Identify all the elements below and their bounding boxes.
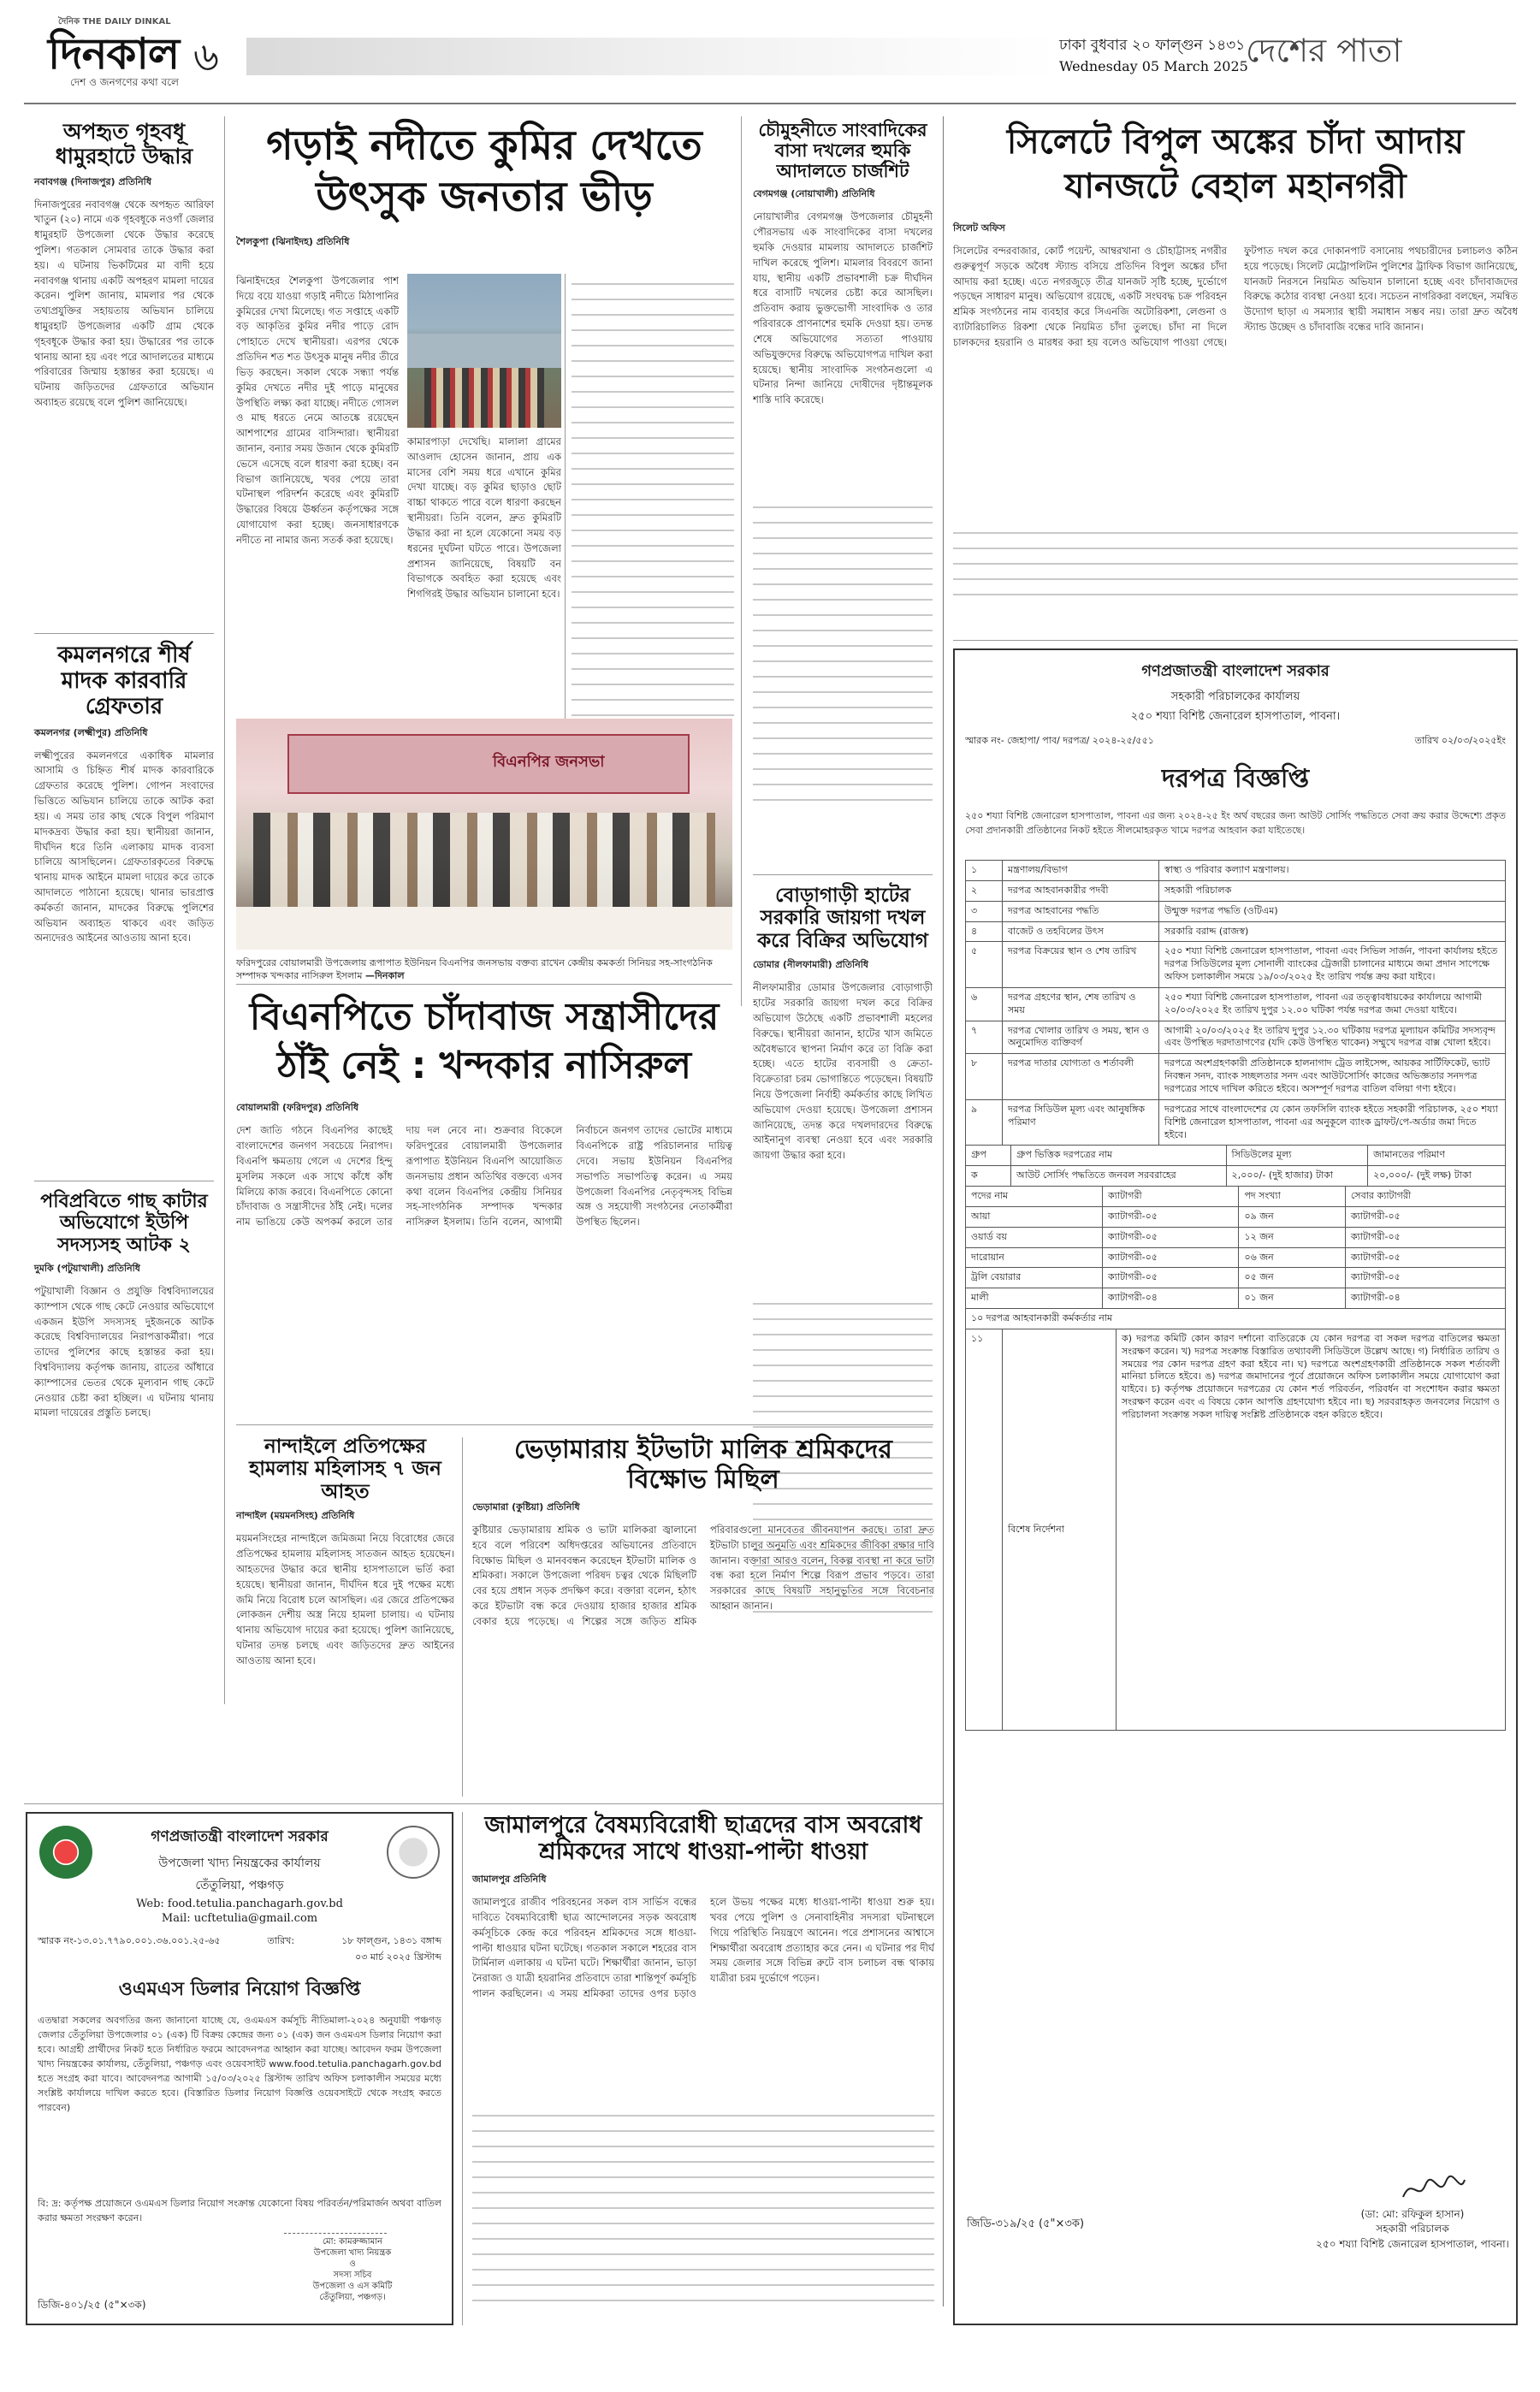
byline-sylhet: সিলেট অফিস [953, 222, 1005, 234]
group-row [966, 1166, 1506, 1187]
oms-date-label: তারিখ: [267, 1935, 295, 1946]
tender-row-value: সহকারী পরিচালক [1159, 880, 1506, 901]
group-cell: ক [966, 1166, 1011, 1187]
headline-nasirul: বিএনপিতে চাঁদাবাজ সন্ত্রাসীদের ঠাঁই নেই : খন্দকার নাসিরুল [249, 995, 720, 1088]
tender-signer-org: ২৫০ শয্যা বিশিষ্ট জেনারেল হাসপাতাল, পাবনা। [1316, 2237, 1509, 2250]
lead-byline: শৈলকুপা (ঝিনাইদহ) প্রতিনিধি [236, 236, 350, 247]
col-divider-lead [741, 116, 742, 1006]
headline-chowmuhani: চৌমুহনীতে সাংবাদিকের বাসা দখলের হুমকি আদালতে চার্জশিট [758, 120, 927, 182]
tender-row [966, 901, 1506, 921]
tender-row-label: দরপত্র দাতার যোগ্যতা ও শর্তাবলী [1003, 1054, 1159, 1100]
post-cell: ০৯ জন [1239, 1206, 1345, 1227]
photo-river-surface [407, 334, 561, 368]
tender-row-label: দরপত্র বিক্রয়ের স্থান ও শেষ তারিখ [1003, 942, 1159, 988]
oms-signer: মো: কামরুজ্জামান উপজেলা খাদ্য নিয়ন্ত্রক ও সদস্য সচিব উপজেলা ও এস কমিটি তেঁতুলিয়া, পঞ্চগড়। [312, 2237, 393, 2302]
tender-row [966, 921, 1506, 942]
masthead-tagline: দেশ ও জনগণের কথা বলে [70, 76, 179, 88]
headline-drug-dealer: কমলনগরে শীর্ষ মাদক কারবারি গ্রেফতার [57, 642, 191, 719]
oms-web: Web: food.tetulia.panchagarh.gov.bd [136, 1898, 343, 1910]
tender-row-label: দরপত্র গ্রহণের স্থান, শেষ তারিখ ও সময় [1003, 987, 1159, 1021]
tender-row-value: ২৫০ শয্যা বিশিষ্ট জেনারেল হাসপাতাল, পাবনা এবং সিভিল সার্জন, পাবনা কার্যালয় হইতে দরপত্র সিডিউলের মূল্য সোনালী ব্যাংকের ট্রেজারী চালানের মাধ্যমে জমা প্রদান সাপেক্ষে অফিস চলাকালীন সময়ে ১৯/০৩/২০২৫ ইং তারিখ পর্যন্ত ক্রয় করা যাইবে। [1159, 942, 1506, 988]
tender-row [966, 987, 1506, 1021]
tender-hospital: ২৫০ শয্যা বিশিষ্ট জেনারেল হাসপাতাল, পাবনা। [1130, 710, 1341, 723]
nandail-divider [462, 1437, 463, 1797]
tender-row-number: ৩ [966, 901, 1003, 921]
headline-tree-cutting: পবিপ্রবিতে গাছ কাটার অভিযোগে ইউপি সদস্যসহ আটক ২ [40, 1191, 208, 1256]
body-nasirul: দেশ জাতি গঠনে বিএনপির কাছেই বাংলাদেশের জনগণ সবচেয়ে নিরাপদ। বিএনপি ক্ষমতায় গেলে এ দেশের হিন্দু মুসলিম সকলে এক সাথে কাঁধে কাঁধ মিলিয়ে কাজ করবে। বিএনপিতে কোনো চাঁদাবাজ ও সন্ত্রাসীদের ঠাঁই নেই। দলের নাম ভাঙিয়ে কেউ অপকর্ম করলে তার দায় দল নেবে না। শুক্রবার বিকেলে ফরিদপুরের বোয়ালমারী উপজেলার রূপাপাত ইউনিয়ন বিএনপি আয়োজিত জনসভায় প্রধান অতিথির বক্তব্যে এসব কথা বলেন বিএনপির কেন্দ্রীয় সিনিয়র সহ-সাংগঠনিক সম্পাদক খন্দকার নাসিরুল ইসলাম। তিনি বলেন, আগামী নির্বাচনে জনগণ তাদের ভোটের মাধ্যমে বিএনপিকে রাষ্ট্র পরিচালনার দায়িত্ব দেবে। সভায় ইউনিয়ন বিএনপির সভাপতি সভাপতিত্ব করেন। এ সময় উপজেলা বিএনপির নেতৃবৃন্দসহ বিভিন্ন অঙ্গ ও সহযোগী সংগঠনের নেতাকর্মীরা উপস্থিত ছিলেন। [236, 1124, 732, 1229]
posts-header-cell: সেবার ক্যাটাগরী [1345, 1187, 1505, 1207]
lead-inner-divider [565, 274, 566, 719]
tender-row [966, 880, 1506, 901]
oms-date-en: ০৩ মার্চ ২০২৫ খ্রিস্টাব্দ [355, 1951, 441, 1963]
tender-row-number: ১ [966, 861, 1003, 881]
tender-table [965, 860, 1506, 1146]
tender-office: সহকারী পরিচালকের কার্যালয় [1170, 690, 1300, 703]
byline-nandail: নান্দাইল (ময়মনসিংহ) প্রতিনিধি [236, 1510, 355, 1522]
oms-jamalpur-divider [462, 1812, 463, 2325]
body-boragari: নীলফামারীর ডোমার উপজেলার বোড়াগাড়ী হাটের সরকারি জায়গা দখল করে বিক্রির অভিযোগ উঠেছে একটি প্রভাবশালী মহলের বিরুদ্ধে। স্থানীয়রা জানান, হাটের খাস জমিতে অবৈধভাবে স্থাপনা নির্মাণ করে তা বিক্রি করা হচ্ছে। এতে হাটের ব্যবসায়ী ও ক্রেতা-বিক্রেতারা চরম ভোগান্তিতে পড়েছেন। বিষয়টি নিয়ে উপজেলা নির্বাহী কর্মকর্তার কাছে লিখিত অভিযোগ দেওয়া হয়েছে। উপজেলা প্রশাসন জানিয়েছে, তদন্ত করে দখলদারদের বিরুদ্ধে আইনানুগ ব্যবস্থা নেওয়া হবে এবং সরকারি জায়গা উদ্ধার করা হবে। [753, 981, 933, 1162]
oms-note: বি: দ্র: কর্তৃপক্ষ প্রয়োজনে ওএমএস ডিলার নিয়োগ সংক্রান্ত যেকোনো বিষয় পরিবর্তন/পরিমার্জন অথবা বাতিল করার ক্ষমতা সংরক্ষণ করেন। [38, 2198, 441, 2224]
body-jamalpur-continued [472, 2105, 934, 2302]
byline-bheramara: ভেড়ামারা (কুষ্টিয়া) প্রতিনিধি [472, 1501, 580, 1513]
divider-bottom-left [24, 1803, 943, 1804]
story-nandail [236, 1436, 454, 1795]
post-cell: ওয়ার্ড বয় [966, 1227, 1103, 1247]
post-cell: ক্যাটাগরী-০৫ [1345, 1268, 1505, 1288]
tender-signature [1400, 2173, 1468, 2204]
post-cell: ক্যাটাগরী-০৫ [1103, 1227, 1239, 1247]
byline-abducted-woman: নবাবগঞ্জ (দিনাজপুর) প্রতিনিধি [34, 175, 151, 187]
group-header-cell: গ্রুপ [966, 1146, 1011, 1166]
special-no: ১১ [966, 1329, 1003, 1730]
banner [287, 734, 690, 794]
lead-body-col3 [572, 274, 734, 719]
stage-people [253, 813, 715, 907]
tender-row-label: দরপত্র আহবানকারীর পদবী [1003, 880, 1159, 901]
tender-row [966, 1054, 1506, 1100]
tender-row [966, 942, 1506, 988]
story-abducted-woman [34, 120, 214, 625]
body-jamalpur: জামালপুরে রাজীব পরিবহনের সকল বাস সার্ভিস বন্ধের দাবিতে বৈষম্যবিরোধী ছাত্র আন্দোলনের সড়ক অবরোধ কর্মসূচিকে কেন্দ্র করে পরিবহন শ্রমিকদের সঙ্গে ধাওয়া-পাল্টা ধাওয়ার ঘটনা ঘটেছে। গতকাল সকালে শহরের বাস টার্মিনাল এলাকায় এ ঘটনা ঘটে। শিক্ষার্থীরা জানান, ভাড়া নৈরাজ্য ও যাত্রী হয়রানির প্রতিবাদে তারা শান্তিপূর্ণ কর্মসূচি পালন করছিলেন। এ সময় শ্রমিকরা তাদের ওপর চড়াও হলে উভয় পক্ষের মধ্যে ধাওয়া-পাল্টা ধাওয়া শুরু হয়। খবর পেয়ে পুলিশ ও সেনাবাহিনীর সদস্যরা ঘটনাস্থলে গিয়ে পরিস্থিতি নিয়ন্ত্রণে আনেন। পরে প্রশাসনের আশ্বাসে শিক্ষার্থীরা অবরোধ প্রত্যাহার করে নেন। এ ঘটনার পর দীর্ঘ সময় জেলার সঙ্গে বিভিন্ন রুটে বাস চলাচল বন্ধ থাকায় যাত্রীরা চরম দুর্ভোগে পড়েন। [472, 1896, 934, 1999]
date-english: Wednesday 05 March 2025 [1059, 58, 1248, 74]
banner-text: বিএনপির জনসভা [493, 753, 605, 771]
signature-scribble [1400, 2173, 1468, 2204]
lead-continued-text [572, 274, 734, 719]
tender-title: দরপত্র বিজ্ঞপ্তি [1161, 764, 1310, 794]
masthead [24, 10, 1516, 99]
divider-nasirul-top [236, 984, 732, 985]
post-cell: ক্যাটাগরী-০৫ [1103, 1247, 1239, 1268]
row10-cell: ১০ দরপত্র আহবানকারী কর্মকর্তার নাম [966, 1309, 1506, 1329]
tender-row-number: ৭ [966, 1021, 1003, 1054]
oms-mail: Mail: ucftetulia@gmail.com [161, 1912, 318, 1925]
tender-row-label: মন্ত্রণালয়/বিভাগ [1003, 861, 1159, 881]
oms-dates [341, 1933, 441, 1966]
oms-advertisement [26, 1812, 453, 2325]
byline-jamalpur: জামালপুর প্রতিনিধি [472, 1874, 547, 1886]
caption-text: ফরিদপুরের বোয়ালমারী উপজেলায় রূপাপাত ইউনিয়ন বিএনপির জনসভায় বক্তব্য রাখেন কেন্দ্রীয় কমকর্তা সিনিয়র সহ-সাংগঠনিক সম্পাদক খন্দকার নাসিরুল ইসলাম [236, 957, 713, 982]
oms-date-bn: ১৮ ফাল্গুন, ১৪৩১ বঙ্গাব্দ [341, 1935, 441, 1946]
oms-office: উপজেলা খাদ্য নিয়ন্ত্রকের কার্যালয় [158, 1856, 321, 1870]
post-cell: ক্যাটাগরী-০৪ [1345, 1288, 1505, 1309]
group-cell: আউট সোর্সিং পদ্ধতিতে জনবল সরবরাহের [1011, 1166, 1227, 1187]
body-drug-dealer: লক্ষ্মীপুরের কমলনগরে একাধিক মামলার আসামি ও চিহ্নিত শীর্ষ মাদক কারবারিকে গ্রেফতার করেছে পুলিশ। গোপন সংবাদের ভিত্তিতে অভিযান চালিয়ে তাকে আটক করা হয়। এ সময় তার কাছ থেকে বিপুল পরিমাণ মাদকদ্রব্য উদ্ধার করা হয়। স্থানীয়রা জানান, দীর্ঘদিন ধরে তিনি এলাকায় মাদক ব্যবসা চালিয়ে আসছিলেন। গ্রেফতারকৃতের বিরুদ্ধে থানায় মাদক আইনে মামলা দায়ের করে তাকে আদালতে পাঠানো হয়েছে। থানার ভারপ্রাপ্ত কর্মকর্তা জানান, মাদকের বিরুদ্ধে পুলিশের অভিযান অব্যাহত থাকবে এবং জড়িত অন্যদেরও আইনের আওতায় আনা হবে। [34, 749, 214, 944]
tender-row-number: ৯ [966, 1099, 1003, 1146]
post-row [966, 1288, 1506, 1309]
tender-row-label: দরপত্র আহবানের পদ্ধতি [1003, 901, 1159, 921]
lead-body-right: কামারপাড়া দেখেছি। মালালা গ্রামের আওলাদ হোসেন জানান, প্রায় এক মাসের বেশি সময় ধরে এখানে কুমির দেখা যাচ্ছে। বড় কুমির ছাড়াও ছোট বাচ্চা থাকতে পারে বলে ধারণা করছেন স্থানীয়রা। তিনি বলেন, দ্রুত কুমিরটি উদ্ধার করা না হলে যেকোনো সময় বড় ধরনের দুর্ঘটনা ঘটতে পারে। উপজেলা প্রশাসন জানিয়েছে, বিষয়টি বন বিভাগকে অবহিত করা হয়েছে এবং শিগগিরই উদ্ধার অভিযান চালানো হবে। [407, 435, 561, 601]
oms-place: তেঁতুলিয়া, পঞ্চগড় [195, 1879, 284, 1892]
tender-row-label: দরপত্র সিডিউল মূল্য এবং আনুষঙ্গিক পরিমাণ [1003, 1099, 1159, 1146]
row10 [966, 1309, 1506, 1329]
group-header-cell: গ্রুপ ভিত্তিক দরপত্রের নাম [1011, 1146, 1227, 1166]
tender-row10-table [965, 1308, 1506, 1329]
tender-row [966, 1021, 1506, 1054]
posts-header-row [966, 1187, 1506, 1207]
byline-tree-cutting: দুমকি (পটুয়াখালী) প্রতিনিধি [34, 1262, 140, 1274]
post-cell: দারোয়ান [966, 1247, 1103, 1268]
post-cell: ক্যাটাগরী-০৫ [1345, 1247, 1505, 1268]
byline-drug-dealer: কমলনগর (লক্ষ্মীপুর) প্রতিনিধি [34, 726, 148, 738]
headline-abducted-woman: অপহৃত গৃহবধূ ধামুরহাটে উদ্ধার [55, 119, 193, 169]
special-row [966, 1329, 1506, 1730]
body-abducted-woman: দিনাজপুরের নবাবগঞ্জ থেকে অপহৃত আরিফা খাতুন (২০) নামে এক গৃহবধূকে নওগাঁ জেলার ধামুরহাট উপজেলা থেকে উদ্ধার করেছে পুলিশ। গতকাল সোমবার তাকে উদ্ধার করা হয়। এ ঘটনায় ভিকটিমের মা বাদী হয়ে নবাবগঞ্জ থানায় একটি অপহরণ মামলা দায়ের করেন। পুলিশ জানায়, মামলার পর থেকে তথ্যপ্রযুক্তির সহায়তায় অভিযান চালিয়ে ধামুরহাট উপজেলার একটি গ্রাম থেকে গৃহবধূকে উদ্ধার করা হয়। উদ্ধারের পর তাকে থানায় আনা হয় এবং পরে আদালতের মাধ্যমে পরিবারের জিম্মায় হস্তান্তর করা হয়েছে। এ ঘটনায় জড়িতদের গ্রেফতারে অভিযান অব্যাহত রয়েছে বলে পুলিশ জানিয়েছে। [34, 198, 214, 409]
tender-row-value: সরকারি বরাদ্দ (রাজস্ব) [1159, 921, 1506, 942]
post-row [966, 1227, 1506, 1247]
tender-row [966, 861, 1506, 881]
body-sylhet-continued [953, 523, 1518, 608]
tender-memo-row [965, 733, 1506, 749]
table-front [236, 907, 732, 950]
post-cell: ক্যাটাগরী-০৫ [1345, 1206, 1505, 1227]
story-drug-dealer [34, 643, 214, 1174]
tender-row-number: ৮ [966, 1054, 1003, 1100]
tender-gov: গণপ্রজাতন্ত্রী বাংলাদেশ সরকার [1141, 662, 1330, 680]
story-tree-cutting [34, 1191, 214, 1704]
tender-group-table [965, 1145, 1506, 1187]
tender-row-number: ৪ [966, 921, 1003, 942]
oms-body: এতদ্বারা সকলের অবগতির জন্য জানানো যাচ্ছে যে, ওএমএস কর্মসূচি নীতিমালা-২০২৪ অনুযায়ী পঞ্চগড় জেলার তেঁতুলিয়া উপজেলার ০১ (এক) টি বিক্রয় কেন্দ্রের জন্য ০১ (এক) জন ওএমএস ডিলার নিয়োগ করা হবে। আগ্রহী প্রার্থীদের নিকট হতে নির্ধারিত ফরমে আবেদনপত্র আহ্বান করা যাচ্ছে। আবেদন ফরম উপজেলা খাদ্য নিয়ন্ত্রকের কার্যালয়, তেঁতুলিয়া, পঞ্চগড় এবং ওয়েবসাইট www.food.tetulia.panchagarh.gov.bd হতে সংগ্রহ করা যাবে। আবেদনপত্র আগামী ১৫/০৩/২০২৫ খ্রিস্টাব্দ তারিখ অফিস চলাকালীন সময়ের মধ্যে সংশ্লিষ্ট কার্যালয়ে দাখিল করতে হবে। (বিস্তারিত ডিলার নিয়োগ বিজ্ঞপ্তি ওয়েবসাইটে থেকে সংগ্রহ করতে পারবেন) [38, 2015, 441, 2114]
header-divider [24, 103, 1516, 104]
header-gradient-bar [246, 38, 1059, 75]
story-bheramara [472, 1436, 934, 1795]
tender-posts-table [965, 1186, 1506, 1309]
masthead-logo: দিনকাল [48, 28, 180, 79]
divider-col1-a [34, 633, 214, 634]
post-cell: ক্যাটাগরী-০৪ [1103, 1288, 1239, 1309]
post-row [966, 1268, 1506, 1288]
col1-divider [224, 116, 225, 1704]
tender-row-number: ২ [966, 880, 1003, 901]
bnp-photo-caption [236, 956, 732, 983]
post-cell: ০৫ জন [1239, 1268, 1345, 1288]
tender-signer [1314, 2207, 1511, 2252]
body-bheramara: কুষ্টিয়ার ভেড়ামারায় শ্রমিক ও ভাটা মালিকরা জ্বালানো হবে বলে পরিবেশ অধিদপ্তরের অভিযানের প্রতিবাদে বিক্ষোভ মিছিল ও মানববন্ধন করেছেন ইটভাটা মালিক ও শ্রমিকরা। সকালে উপজেলা পরিষদ চত্বর থেকে মিছিলটি বের হয়ে প্রধান সড়ক প্রদক্ষিণ করে। বক্তারা বলেন, হঠাৎ করে ইটভাটা বন্ধ করে দেওয়ায় হাজার হাজার শ্রমিক বেকার হয়ে পড়েছে। এ শিল্পের সঙ্গে জড়িত শ্রমিক পরিবারগুলো মানবেতর জীবনযাপন করছে। তারা দ্রুত ইটভাটা চালুর অনুমতি এবং শ্রমিকদের জীবিকা রক্ষার দাবি জানান। বক্তারা আরও বলেন, বিকল্প ব্যবস্থা না করে ভাটা বন্ধ করা হলে নির্মাণ শিল্পে বিরূপ প্রভাব পড়বে। তারা সরকারের কাছে বিষয়টি সহানুভূতির সঙ্গে বিবেচনার আহ্বান জানান। [472, 1524, 934, 1627]
special-body: ক) দরপত্র কমিটি কোন কারণ দর্শানো ব্যতিরেকে যে কোন দরপত্র বা সকল দরপত্র বাতিলের ক্ষমতা সংরক্ষণ করেন। খ) দরপত্র সংক্রান্ত বিস্তারিত তথ্যাবলী সিডিউলে উল্লেখ আছে। গ) নির্ধারিত তারিখ ও সময়ের পর কোন দরপত্র গ্রহণ করা হইবে না। ঘ) দরপত্রে অংশগ্রহণকারী প্রতিষ্ঠানকে সকল শর্তাবলী মানিয়া চলিতে হইবে। ঙ) দরপত্র জমাদানের পূর্বে প্রয়োজনে অফিস চলাকালীন সময়ে যোগাযোগ করা যাইবে। চ) কর্তৃপক্ষ প্রয়োজনে দরপত্রের যে কোন শর্ত পরিবর্তন, পরিবর্ধন বা সংশোধন করার ক্ষমতা সংরক্ষণ করেন এবং এ বিষয়ে কোন আপত্তি গ্রহণযোগ্য হইবে না। ছ) সরবরাহকৃত জনবলের নিয়োগ ও পরিচালনা সংক্রান্ত সকল দায়িত্ব সংশ্লিষ্ট প্রতিষ্ঠানকে বহন করিতে হইবে। [1116, 1329, 1506, 1730]
story-nasirul [236, 992, 933, 1420]
tender-date: তারিখ ০২/০৩/২০২৫ইং [1414, 735, 1506, 746]
headline-nandail: নান্দাইলে প্রতিপক্ষের হামলায় মহিলাসহ ৭ জন আহত [249, 1436, 441, 1503]
post-cell: মালী [966, 1288, 1103, 1309]
oms-signature [284, 2216, 387, 2234]
tender-special-table [965, 1329, 1506, 1731]
masthead-small-logo: দৈনিক THE DAILY DINKAL [58, 17, 171, 27]
date-bangla: ঢাকা বুধবার ২০ ফাল্গুন ১৪৩১ [1059, 37, 1246, 54]
oms-gov: গণপ্রজাতন্ত্রী বাংলাদেশ সরকার [151, 1828, 329, 1845]
headline-jamalpur: জামালপুরে বৈষম্যবিরোধী ছাত্রদের বাস অবরোধ শ্রমিকদের সাথে ধাওয়া-পাল্টা ধাওয়া [484, 1812, 922, 1866]
group-header-cell: সিডিউলের মূল্য [1226, 1146, 1368, 1166]
post-cell: ক্যাটাগরী-০৫ [1103, 1206, 1239, 1227]
body-tree-cutting: পটুয়াখালী বিজ্ঞান ও প্রযুক্তি বিশ্ববিদ্যালয়ের ক্যাম্পাস থেকে গাছ কেটে নেওয়ার অভিযোগে একজন ইউপি সদস্যসহ দুইজনকে আটক করেছে বিশ্ববিদ্যালয়ের নিরাপত্তাকর্মীরা। পরে তাদের পুলিশের কাছে হস্তান্তর করা হয়। বিশ্ববিদ্যালয় কর্তৃপক্ষ জানায়, রাতের আঁধারে ক্যাম্পাসের ভেতর থেকে মূল্যবান গাছ কেটে নেওয়ার চেষ্টা করা হচ্ছিল। এ ঘটনায় থানায় মামলা দায়েরের প্রস্তুতি চলছে। [34, 1284, 214, 1419]
story-sylhet [953, 120, 1518, 633]
tender-advertisement [953, 648, 1518, 2325]
post-row [966, 1247, 1506, 1268]
oms-title: ওএমএস ডিলার নিয়োগ বিজ্ঞপ্তি [118, 1979, 361, 2000]
tender-row-number: ৬ [966, 987, 1003, 1021]
body-nandail: ময়মনসিংহের নান্দাইলে জমিজমা নিয়ে বিরোধের জেরে প্রতিপক্ষের হামলায় মহিলাসহ সাতজন আহত হয়েছেন। আহতদের উদ্ধার করে স্থানীয় হাসপাতালে ভর্তি করা হয়েছে। স্থানীয়রা জানান, দীর্ঘদিন ধরে দুই পক্ষের মধ্যে জমি নিয়ে বিরোধ চলে আসছিল। এর জেরে প্রতিপক্ষের লোকজন দেশীয় অস্ত্র নিয়ে হামলা চালায়। এ ঘটনায় থানায় অভিযোগ দায়ের করা হয়েছে। পুলিশ জানিয়েছে, ঘটনার তদন্ত চলছে এবং জড়িতদের দ্রুত আইনের আওতায় আনা হবে। [236, 1532, 454, 1667]
byline-chowmuhani: বেগমগঞ্জ (নোয়াখালী) প্রতিনিধি [753, 188, 875, 200]
headline-bheramara: ভেড়ামারায় ইটভাটা মালিক শ্রমিকদের বিক্ষোভ মিছিল [514, 1435, 892, 1495]
tender-row-value: ২৫০ শয্যা বিশিষ্ট জেনারেল হাসপাতাল, পাবনা এর তত্ত্বাবধায়কের কার্যালয়ে আগামী ২০/০৩/২০২৫ ইং তারিখ দুপুর ১২.০০ ঘটিকা পর্যন্ত দরপত্র জমা দেওয়া যাইবে। [1159, 987, 1506, 1021]
mujib-emblem [387, 1826, 440, 1879]
byline-nasirul: বোয়ালমারী (ফরিদপুর) প্রতিনিধি [236, 1102, 359, 1114]
divider-sylhet [953, 640, 1518, 641]
oms-memo: স্মারক নং-১৩.০১.৭৭৯০.০০১.৩৬.০০১.২৫-৬৫ [38, 1935, 221, 1946]
headline-boragari: বোড়াগাড়ী হাটের সরকারি জায়গা দখল করে বিক্রির অভিযোগ [757, 885, 928, 952]
divider-boragari [753, 874, 933, 875]
tender-row-label: দরপত্র খোলার তারিখ ও সময়, স্থান ও অনুমোদিত ব্যক্তিবর্গ [1003, 1021, 1159, 1054]
lead-body: ঝিনাইদহের শৈলকুপা উপজেলার পাশ দিয়ে বয়ে যাওয়া গড়াই নদীতে মিঠাপানির কুমিরের দেখা মিলেছে। গত সপ্তাহে একটি বড় আকৃতির কুমির নদীর পাড়ে রোদ পোহাতে দেখে স্থানীয়রা। এরপর থেকে প্রতিদিন শত শত উৎসুক মানুষ নদীর তীরে ভিড় করছেন। সকাল থেকে সন্ধ্যা পর্যন্ত কুমির দেখতে নদীর দুই পাড়ে মানুষের উপস্থিতি লক্ষ্য করা যাচ্ছে। নদীতে গোসল ও মাছ ধরতে নেমে আতঙ্কে রয়েছেন আশপাশের গ্রামের বাসিন্দারা। স্থানীয়রা জানান, বন্যার সময় উজান থেকে কুমিরটি ভেসে এসেছে বলে ধারণা করা হচ্ছে। বন বিভাগ জানিয়েছে, খবর পেয়ে তারা ঘটনাস্থল পরিদর্শন করেছে এবং কুমিরটি উদ্ধারের বিষয়ে ঊর্ধ্বতন কর্তৃপক্ষের সঙ্গে যোগাযোগ করা হচ্ছে। জনসাধারণকে নদীতে না নামার জন্য সতর্ক করা হয়েছে। [236, 275, 399, 546]
group-header-cell: জামানতের পরিমাণ [1368, 1146, 1506, 1166]
tender-row-label: বাজেট ও তহবিলের উৎস [1003, 921, 1159, 942]
post-row [966, 1206, 1506, 1227]
post-cell: ক্যাটাগরী-০৫ [1345, 1227, 1505, 1247]
post-cell: ০৬ জন [1239, 1247, 1345, 1268]
special-label: বিশেষ নির্দেশনা [1003, 1329, 1116, 1730]
group-cell: ২০,০০০/- (দুই লক্ষ) টাকা [1368, 1166, 1506, 1187]
group-cell: ২,০০০/- (দুই হাজার) টাকা [1226, 1166, 1368, 1187]
tender-row-value: স্বাস্থ্য ও পরিবার কল্যাণ মন্ত্রণালয়। [1159, 861, 1506, 881]
tender-signer-name: (ডা: মো: রফিকুল হাসান) [1360, 2208, 1465, 2220]
tender-row-value: আগামী ২০/০৩/২০২৫ ইং তারিখ দুপুর ১২.৩০ ঘটিকায় দরপত্র মূল্যায়ন কমিটির সদস্যবৃন্দ এবং উপস্থিত দরদাতাগণের (যদি কেউ উপস্থিত থাকেন) সম্মুখে দরপত্র বাক্স খোলা হইবে। [1159, 1021, 1506, 1054]
post-cell: ক্যাটাগরী-০৫ [1103, 1268, 1239, 1288]
byline-boragari: ডোমার (নীলফামারী) প্রতিনিধি [753, 959, 869, 971]
posts-header-cell: পদের নাম [966, 1187, 1103, 1207]
tender-row-value: দরপত্রে অংশগ্রহণকারী প্রতিষ্ঠানকে হালনাগাদ ট্রেড লাইসেন্স, আয়কর সার্টিফিকেট, ভ্যাট নিবন্ধন সনদ, ব্যাংক সচ্ছলতার সনদ এবং আউটসোর্সিং কাজের অভিজ্ঞতার সনদপত্র দরপত্রের সাথে দাখিল করিতে হইবে। অসম্পূর্ণ দরপত্র বাতিল বলিয়া গণ্য হইবে। [1159, 1054, 1506, 1100]
body-sylhet: সিলেটের বন্দরবাজার, কোর্ট পয়েন্ট, আম্বরখানা ও চৌহাট্টাসহ নগরীর গুরুত্বপূর্ণ সড়কে অবৈধ স্ট্যান্ড বসিয়ে প্রতিদিন বিপুল অঙ্কের চাঁদা আদায় করা হচ্ছে। এতে নগরজুড়ে তীব্র যানজট সৃষ্টি হচ্ছে, দুর্ভোগে পড়ছেন সাধারণ মানুষ। অভিযোগ রয়েছে, একটি সংঘবদ্ধ চক্র পরিবহন শ্রমিক সংগঠনের নাম ব্যবহার করে সিএনজি অটোরিকশা, লেগুনা ও ব্যাটারিচালিত রিকশা থেকে নিয়মিত চাঁদা তুলছে। চাঁদা না দিলে চালকদের হয়রানি ও মারধর করা হয় বলেও অভিযোগ পাওয়া গেছে। ফুটপাত দখল করে দোকানপাট বসানোয় পথচারীদের চলাচলও কঠিন হয়ে পড়েছে। সিলেট মেট্রোপলিটন পুলিশের ট্রাফিক বিভাগ জানিয়েছে, যানজট নিরসনে নিয়মিত অভিযান চালানো হচ্ছে এবং চাঁদাবাজদের বিরুদ্ধে কঠোর ব্যবস্থা নেওয়া হবে। সচেতন নাগরিকরা বলছেন, সমন্বিত উদ্যোগ ছাড়া এ সমস্যার স্থায়ী সমাধান সম্ভব নয়। তারা দ্রুত অবৈধ স্ট্যান্ড উচ্ছেদ ও চাঁদাবাজি বন্ধের দাবি জানান। [953, 245, 1518, 348]
divider-nasirul-bottom [236, 1424, 933, 1425]
group-header-row [966, 1146, 1506, 1166]
tender-row-number: ৫ [966, 942, 1003, 988]
lead-headline: গড়াই নদীতে কুমির দেখতে উৎসুক জনতার ভীড় [266, 121, 702, 221]
post-cell: ১২ জন [1239, 1227, 1345, 1247]
headline-sylhet: সিলেটে বিপুল অঙ্কের চাঁদা আদায় যানজটে বেহাল মহানগরী [1006, 122, 1465, 206]
posts-header-cell: ক্যাটাগরী [1103, 1187, 1239, 1207]
story-jamalpur [472, 1812, 934, 2325]
oms-memo-row [38, 1933, 441, 1966]
tender-row-value: দরপত্রের সাথে বাংলাদেশের যে কোন তফসিলি ব্যাংক হইতে সহকারী পরিচালক, ২৫০ শয্যা বিশিষ্ট জেনারেল হাসপাতাল, পাবনা এর অনুকূলে ব্যাংক ড্রাফট/পে-অর্ডার জমা দিতে হইবে। [1159, 1099, 1506, 1146]
caption-credit: —দিনকাল [364, 970, 405, 982]
oms-dg: ডিজি-৪০১/২৫ (৫"×৩ক) [38, 2299, 146, 2311]
tender-row-value: উন্মুক্ত দরপত্র পদ্ধতি (ওটিএম) [1159, 901, 1506, 921]
tender-dg: জিডি-৩১৯/২৫ (৫"×৩ক) [967, 2217, 1085, 2230]
crocodile-photo [407, 274, 561, 428]
posts-header-cell: পদ সংখ্যা [1239, 1187, 1345, 1207]
tender-row [966, 1099, 1506, 1146]
post-cell: ট্রলি বেয়ারার [966, 1268, 1103, 1288]
story-chowmuhani [753, 120, 933, 864]
body-chowmuhani: নোয়াখালীর বেগমগঞ্জ উপজেলার চৌমুহনী পৌরসভায় এক সাংবাদিকের বাসা দখলের হুমকি দেওয়ার মামলায় আদালতে চার্জশিট দাখিল করেছে পুলিশ। মামলার বিবরণে জানা যায়, স্থানীয় একটি প্রভাবশালী চক্র দীর্ঘদিন ধরে বাসাটি দখলের চেষ্টা করে আসছিল। প্রতিবাদ করায় ভুক্তভোগী সাংবাদিক ও তার পরিবারকে প্রাণনাশের হুমকি দেওয়া হয়। তদন্ত শেষে অভিযোগের সত্যতা পাওয়ায় অভিযুক্তদের বিরুদ্ধে অভিযোগপত্র দাখিল করা হয়েছে। স্থানীয় সাংবাদিক সংগঠনগুলো এ ঘটনার নিন্দা জানিয়ে দোষীদের দৃষ্টান্তমূলক শাস্তি দাবি করেছে। [753, 210, 933, 406]
post-cell: ০১ জন [1239, 1288, 1345, 1309]
bnp-event-photo [236, 719, 732, 950]
tender-signer-title: সহকারী পরিচালক [1376, 2223, 1449, 2235]
section-title: দেশের পাতা [1246, 32, 1402, 69]
page-number: ৬ [193, 33, 219, 80]
tender-memo: স্মারক নং- জেহাপা/ পাব/ দরপত্র/ ২০২৪-২৫/৫৫১ [965, 735, 1154, 746]
main-column-divider [943, 116, 944, 2306]
bd-govt-emblem [39, 1826, 92, 1879]
tender-intro: ২৫০ শয্যা বিশিষ্ট জেনারেল হাসপাতাল, পাবনা এর জন্য ২০২৪-২৫ ইং অর্থ বছরের জন্য আউট সোর্সিং পদ্ধতিতে সেবা ক্রয় করার উদ্দেশ্যে প্রকৃত সেবা প্রদানকারী প্রতিষ্ঠানের নিকট হইতে সীলমোহরকৃত খামে দরপত্র আহবান করা যাইতেছে। [965, 810, 1506, 837]
post-cell: আয়া [966, 1206, 1103, 1227]
body-chowmuhani-continued [753, 497, 933, 805]
photo-crowd [424, 368, 544, 428]
